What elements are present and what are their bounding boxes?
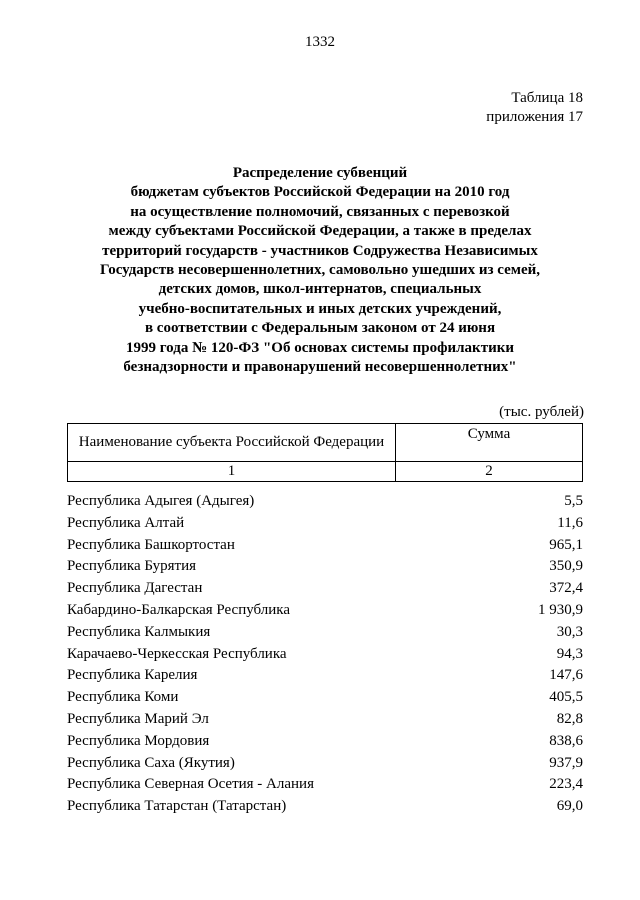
table-row xyxy=(67,600,583,622)
region-amount: 82,8 xyxy=(556,710,583,727)
region-amount: 223,4 xyxy=(549,776,583,793)
title-line: Распределение субвенций xyxy=(232,165,408,181)
title-line: детских домов, школ-интернатов, специальных xyxy=(158,281,482,298)
column-number-name: 1 xyxy=(68,462,396,482)
region-name: Кабардино-Балкарская Республика xyxy=(67,601,291,618)
region-name: Республика Калмыкия xyxy=(67,623,211,640)
column-header-sum: Сумма xyxy=(396,424,583,462)
table-row xyxy=(67,753,583,775)
table-row xyxy=(67,774,583,796)
table-number: Таблица 18 xyxy=(511,90,583,106)
region-name: Республика Марий Эл xyxy=(67,710,209,727)
table-row xyxy=(67,644,583,666)
region-amount: 838,6 xyxy=(549,732,583,749)
region-name: Карачаево-Черкесская Республика xyxy=(67,645,287,662)
region-amount: 30,3 xyxy=(556,623,583,640)
region-amount: 1 930,9 xyxy=(538,601,583,618)
region-amount: 965,1 xyxy=(549,536,583,553)
table-row xyxy=(67,535,583,557)
region-amount: 11,6 xyxy=(557,514,583,531)
table-row xyxy=(67,687,583,709)
region-name: Республика Татарстан (Татарстан) xyxy=(67,798,287,815)
region-amount: 372,4 xyxy=(549,580,583,597)
column-header-name: Наименование субъекта Российской Федерации xyxy=(68,424,396,462)
region-amount: 937,9 xyxy=(549,754,583,771)
title-line: 1999 года № 120-ФЗ "Об основах системы профилактики xyxy=(125,339,514,356)
region-name: Республика Дагестан xyxy=(67,580,203,597)
region-amount: 5,5 xyxy=(564,493,583,509)
units-label: (тыс. рублей) xyxy=(499,404,584,420)
table-reference xyxy=(486,89,583,127)
title-line: безнадзорности и правонарушений несовершеннолетних" xyxy=(123,359,517,376)
region-amount: 350,9 xyxy=(549,558,583,575)
table-row xyxy=(67,709,583,731)
table-body xyxy=(67,491,583,818)
page-number: 1332 xyxy=(305,34,335,50)
title-line: между субъектами Российской Федерации, а также в пределах xyxy=(108,223,532,240)
table-row xyxy=(67,578,583,600)
document-title xyxy=(60,164,580,377)
region-name: Республика Карелия xyxy=(67,667,198,684)
region-name: Республика Саха (Якутия) xyxy=(67,754,235,771)
title-line: в соответствии с Федеральным законом от 24 июня xyxy=(144,320,496,337)
region-amount: 147,6 xyxy=(549,667,583,684)
region-amount: 405,5 xyxy=(549,689,583,706)
table-row xyxy=(67,513,583,535)
region-amount: 94,3 xyxy=(556,645,583,662)
region-name: Республика Башкортостан xyxy=(67,536,235,553)
title-line: территорий государств - участников Содружества Независимых xyxy=(102,242,538,259)
region-amount: 69,0 xyxy=(556,798,583,815)
table-row xyxy=(67,731,583,753)
title-line: на осуществление полномочий, связанных с перевозкой xyxy=(130,203,510,220)
table-row xyxy=(67,665,583,687)
region-name: Республика Адыгея (Адыгея) xyxy=(67,493,255,509)
table-row xyxy=(67,796,583,818)
region-name: Республика Мордовия xyxy=(67,732,210,749)
region-name: Республика Алтай xyxy=(67,514,185,531)
region-name: Республика Бурятия xyxy=(67,558,197,575)
table-row xyxy=(67,556,583,578)
title-line: бюджетам субъектов Российской Федерации на 2010 год xyxy=(130,184,510,201)
table-row xyxy=(67,491,583,513)
column-number-sum: 2 xyxy=(396,462,583,482)
table-row xyxy=(67,622,583,644)
region-name: Республика Коми xyxy=(67,689,179,706)
appendix-number: приложения 17 xyxy=(486,109,583,125)
title-line: учебно-воспитательных и иных детских учреждений, xyxy=(138,300,502,317)
title-line: Государств несовершеннолетних, самовольно ушедших из семей, xyxy=(99,262,541,279)
table-header xyxy=(67,423,583,482)
region-name: Республика Северная Осетия - Алания xyxy=(67,776,314,793)
